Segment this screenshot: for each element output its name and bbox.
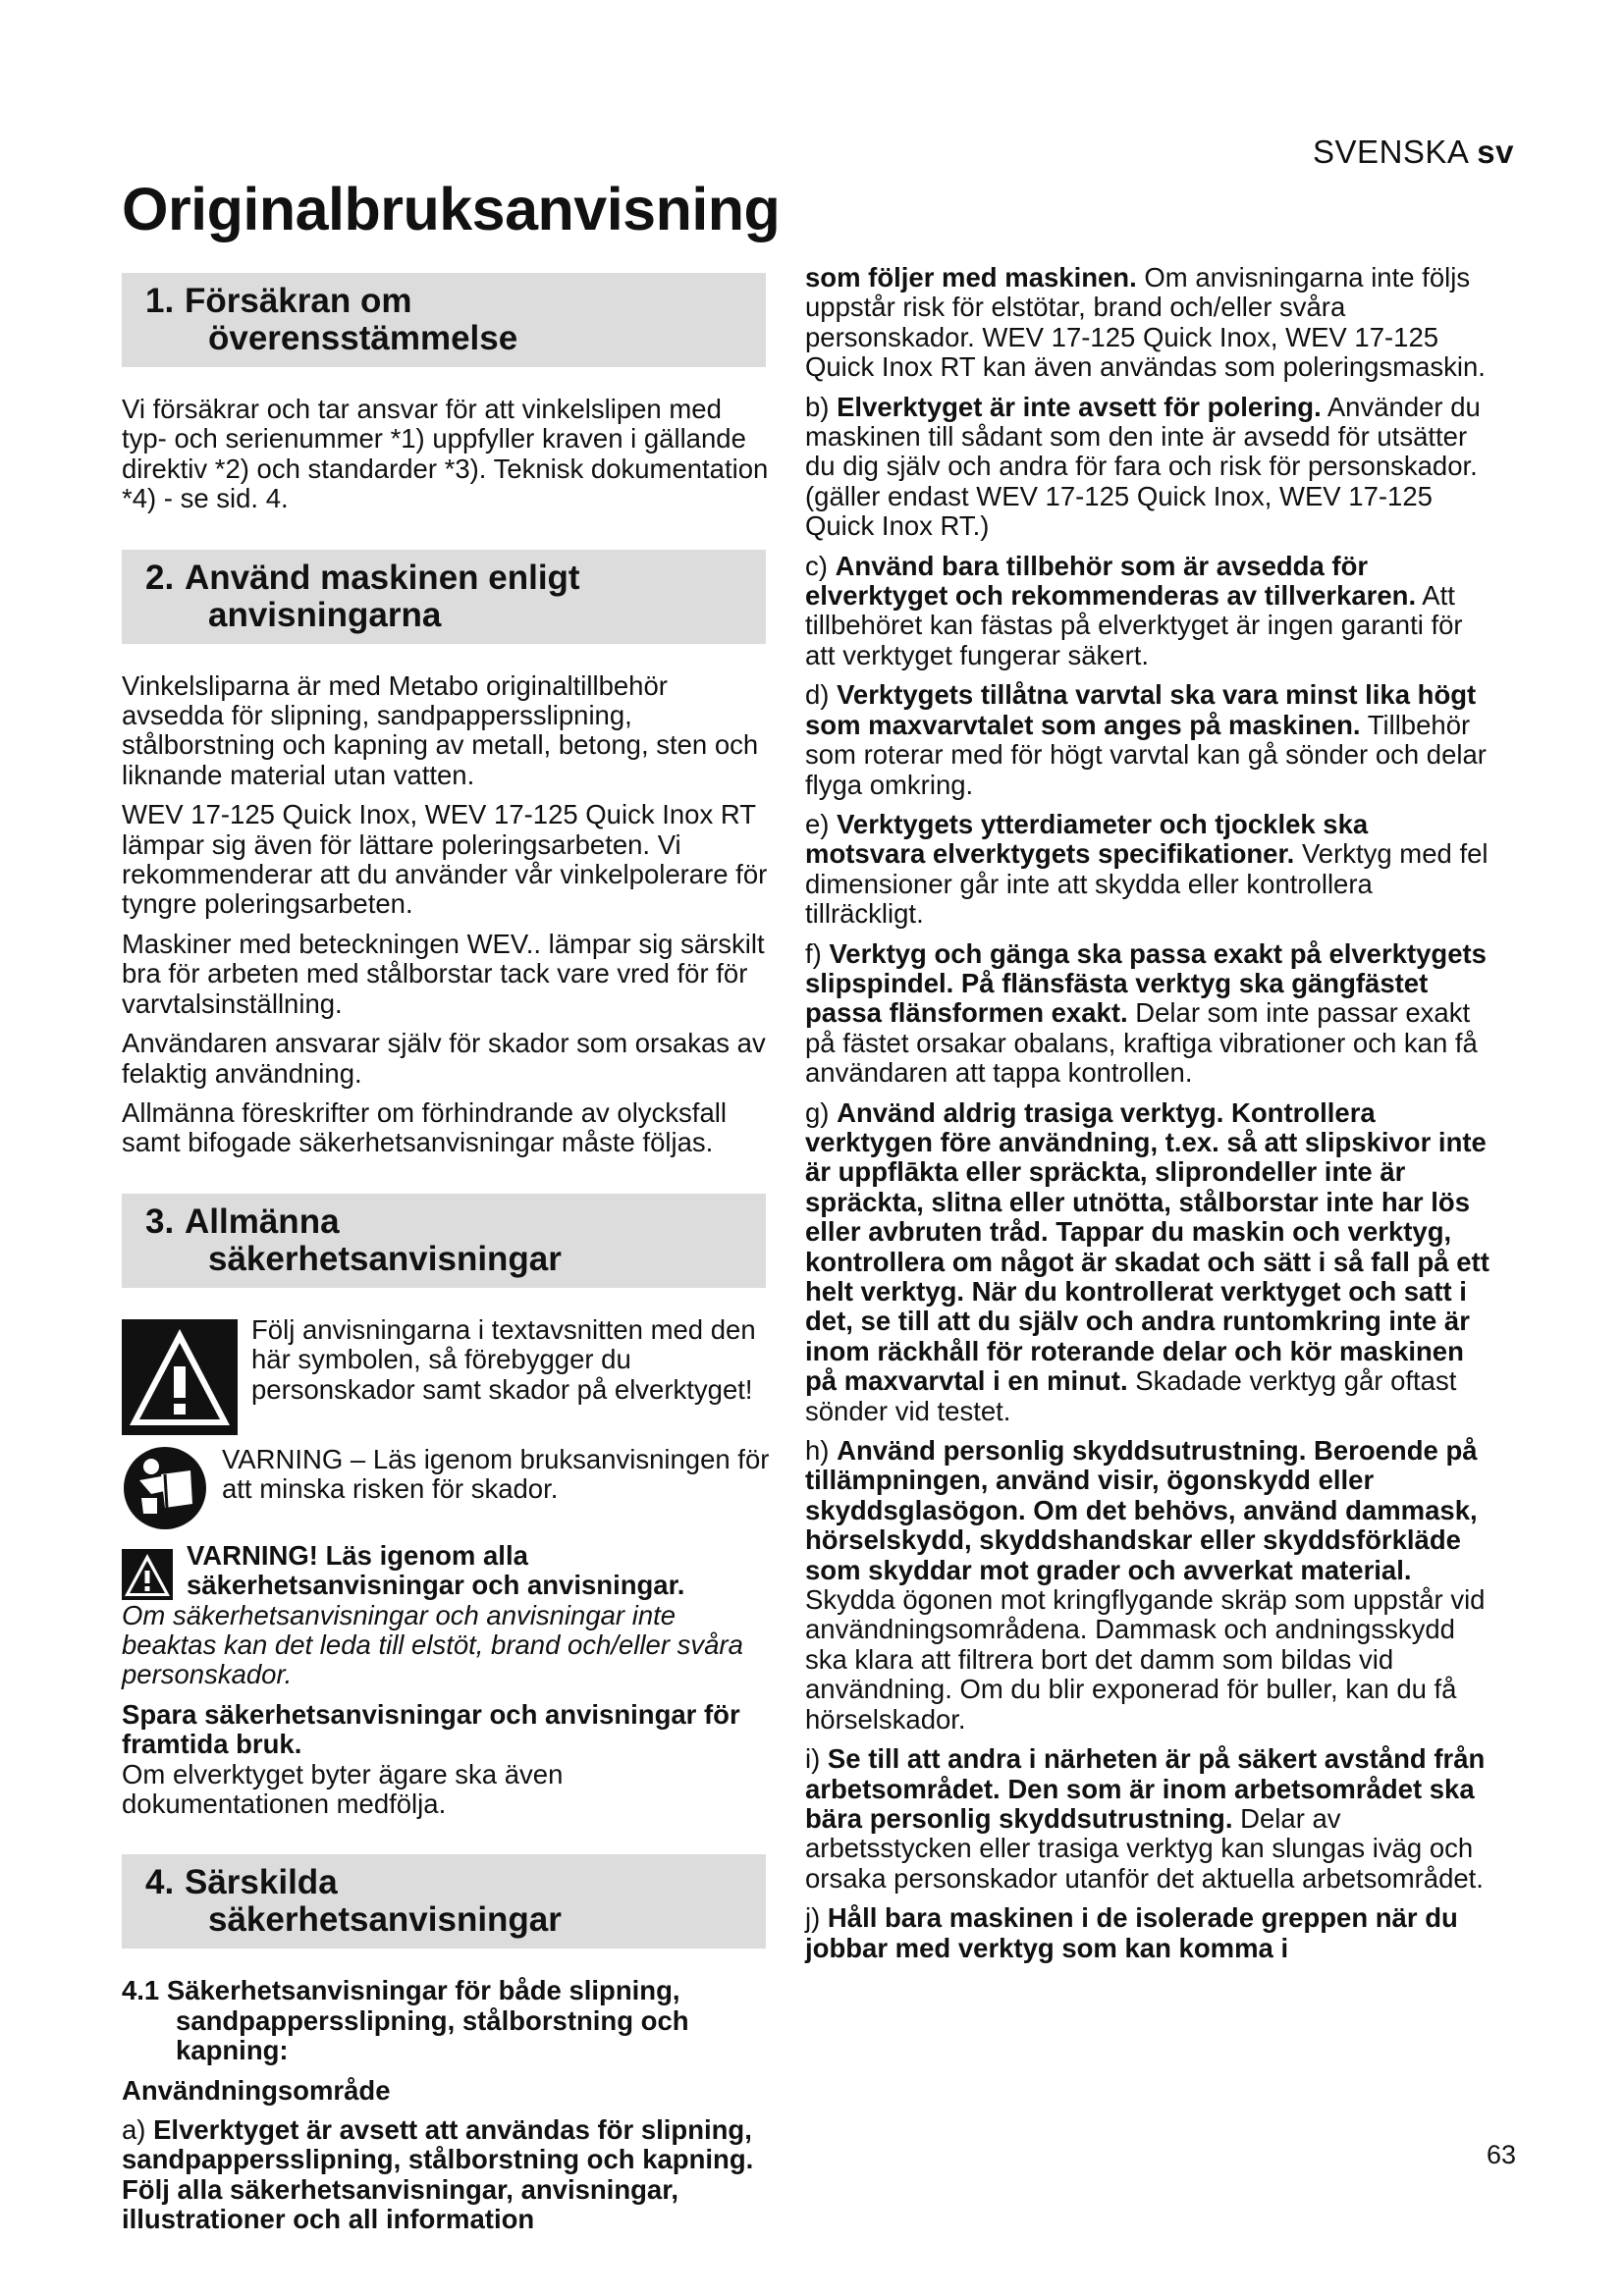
warning-symbol-text: Följ anvisningarna i textavsnitten med den här symbolen, så förebygger du personskador samt skador på elverktyget! — [251, 1313, 756, 1405]
item-h — [805, 1436, 1492, 1735]
warning-symbol-note — [122, 1315, 770, 1435]
item-text: Delar som inte passar exakt på fästet orsakar obalans, kraftiga vibrationer och kan få användaren att tappa kontrollen. — [805, 997, 1478, 1089]
item-text: Använder du maskinen till sådant som den inte är avsedd för utsätter du dig själv och andra för fara och risk för personskador. (gäller endast WEV 17-125 Quick Inox, WEV 17-125 Quick Inox RT.) — [805, 391, 1481, 542]
item-e — [805, 810, 1492, 930]
item-prefix: d) — [805, 679, 830, 711]
general-warning — [122, 1541, 770, 1601]
item-text: Om anvisningarna inte följs uppstår risk för elstötar, brand och/eller svåra personskador. WEV 17-125 Quick Inox, WEV 17-125 Quick Inox RT kan även användas som poleringsmaskin. — [805, 262, 1486, 383]
section-heading-4 — [122, 1854, 766, 1949]
item-a — [122, 2115, 770, 2235]
item-prefix: b) — [805, 391, 830, 422]
language-code: sv — [1477, 133, 1514, 170]
item-j — [805, 1903, 1492, 1963]
paragraph: Vinkelsliparna är med Metabo originaltillbehör avsedda för slipning, sandpappersslipning, stålborstning och kapning av metall, betong, sten och liknande material utan vatten. — [122, 669, 759, 790]
item-text: Tillbehör som roterar med för högt varvtal kan gå sönder och delar flyga omkring. — [805, 709, 1487, 800]
item-text: Att tillbehöret kan fästas på elverktyget är ingen garanti för att verktyget fungerar säkert. — [805, 580, 1463, 670]
item-text: Skadade verktyg går oftast sönder vid testet. — [805, 1365, 1457, 1426]
declaration-text: Vi försäkrar och tar ansvar för att vinkelslipen med typ- och serienummer *1) uppfyller kraven i gällande direktiv *2) och standarder *3). Teknisk dokumentation *4) - se sid. 4. — [122, 394, 769, 514]
item-bold-text: som följer med maskinen. — [805, 262, 1137, 293]
item-bold-text: Elverktyget är avsett att användas för slipning, sandpappersslipning, stålborstning och kapning. Följ alla säkerhetsanvisningar, anvisningar, illustrationer och all information — [122, 2114, 754, 2235]
item-f — [805, 939, 1492, 1089]
item-d — [805, 680, 1492, 800]
section-title-line2: säkerhetsanvisningar — [208, 1900, 562, 1940]
section-number: 3. — [145, 1201, 175, 1241]
section-number: 2. — [145, 558, 175, 597]
item-b — [805, 393, 1492, 542]
save-instructions-heading: Spara säkerhetsanvisningar och anvisningar för framtida bruk. — [122, 1698, 740, 1760]
paragraph: Användaren ansvarar själv för skador som orsakas av felaktig användning. — [122, 1028, 766, 1089]
item-c — [805, 552, 1492, 671]
paragraph: Allmänna föreskrifter om förhindrande av olycksfall samt bifogade säkerhetsanvisningar måste följas. — [122, 1096, 727, 1158]
item-text: Delar av arbetsstycken eller trasiga verktyg kan slungas iväg och orsaka personskador utanför det aktuella arbetsområdet. — [805, 1802, 1484, 1894]
item-prefix: e) — [805, 808, 830, 839]
item-bold-text: Elverktyget är inte avsett för polering. — [837, 391, 1322, 422]
section-title-line1: Använd maskinen enligt — [185, 558, 580, 597]
warning-italic-text: Om säkerhetsanvisningar och anvisningar inte beaktas kan det leda till elstöt, brand och/eller svåra personskador. — [122, 1599, 743, 1690]
warning-heading: VARNING! Läs igenom alla säkerhetsanvisningar och anvisningar. — [187, 1539, 685, 1601]
item-text: Verktyg med fel dimensioner går inte att skydda eller kontrollera tillräckligt. — [805, 838, 1489, 930]
item-prefix: j) — [805, 1902, 821, 1934]
item-prefix: i) — [805, 1743, 821, 1775]
small-warning-triangle-icon — [122, 1549, 173, 1600]
item-bold-text: Verktygets ytterdiameter och tjocklek ska motsvara elverktygets specifikationer. — [805, 808, 1369, 870]
item-bold-text: Verktyg och gänga ska passa exakt på elverktygets slipspindel. På flänsfästa verktyg ska gängfästet passa flänsformen exakt. — [805, 937, 1487, 1029]
section-number: 1. — [145, 282, 175, 320]
item-bold-text: Använd personlig skyddsutrustning. Beroende på tillämpningen, använd visir, ögonskydd eller skyddsglasögon. Om det behövs, använd dammask, hörselskydd, skyddshandskar eller skyddsförkläde som skyddar mot grader och avverkat material. — [805, 1435, 1478, 1585]
item-bold-text: Använd bara tillbehör som är avsedda för elverktyget och rekommenderas av tillverkaren. — [805, 550, 1417, 612]
item-i — [805, 1744, 1492, 1894]
item-a-continued — [805, 263, 1492, 383]
section-heading-2 — [122, 550, 766, 644]
subsection-heading: 4.1 Säkerhetsanvisningar för både slipning, sandpappersslipning, stålborstning och kapning: — [122, 1975, 689, 2066]
page-title: Originalbruksanvisning — [122, 176, 781, 242]
item-prefix: f) — [805, 937, 822, 969]
section-title-line2: anvisningarna — [208, 595, 442, 634]
right-column — [805, 263, 1492, 1973]
item-bold-text: Håll bara maskinen i de isolerade greppen när du jobbar med verktyg som kan komma i — [805, 1902, 1458, 1963]
section-number: 4. — [145, 1863, 175, 1902]
item-prefix: h) — [805, 1435, 830, 1467]
warning-triangle-icon — [122, 1319, 238, 1435]
item-bold-text: Använd aldrig trasiga verktyg. Kontrollera verktygen före användning, t.ex. så att slipskivor inte är uppflākta eller spräckta, sliprondeller inte är spräckta, slitna eller utnötta, stålborstar inte har lös eller avbruten tråd. Tappar du maskin och verktyg, kontrollera om något är skadat och sätt i så fall på ett helt verktyg. När du kontrollerat verktyget och satt i det, se till att du själv och andra runtomkring inte är inom räckhåll för roterande delar och kör maskinen på maxvarvtal i en minut. — [805, 1096, 1489, 1397]
section-title-line1: Allmänna — [185, 1201, 340, 1241]
paragraph: Maskiner med beteckningen WEV.. lämpar sig särskilt bra för arbeten med stålborstar tack vare vred för för varvtalsinställning. — [122, 928, 765, 1019]
paragraph: WEV 17-125 Quick Inox, WEV 17-125 Quick Inox RT lämpar sig även för lättare poleringsarbeten. Vi rekommenderar att du använder vår vinkelpolerare för tyngre poleringsarbeten. — [122, 799, 768, 920]
section-title-line2: överensstämmelse — [208, 319, 518, 357]
read-manual-note — [122, 1445, 770, 1531]
language-name: SVENSKA — [1313, 133, 1468, 170]
section-title-line1: Särskilda — [185, 1863, 338, 1902]
left-column — [122, 265, 770, 2245]
read-manual-icon — [122, 1445, 208, 1531]
item-text: Skydda ögonen mot kringflygande skräp som uppstår vid användningsområdena. Dammask och andningsskydd ska klara att filtrera bort det damm som bildas vid användning. Om du blir exponerad för buller, kan du få hörselskador. — [805, 1584, 1486, 1735]
section-title-line1: Försäkran om — [185, 282, 412, 320]
item-bold-text: Verktygets tillåtna varvtal ska vara minst lika högt som maxvarvtalet som anges på maskinen. — [805, 679, 1477, 740]
item-bold-text: Se till att andra i närheten är på säkert avstånd från arbetsområdet. Den som är inom arbetsområdet ska bära personlig skyddsutrustning. — [805, 1743, 1486, 1834]
language-label — [1313, 133, 1514, 171]
item-prefix: c) — [805, 550, 828, 581]
save-instructions-text: Om elverktyget byter ägare ska även dokumentationen medfölja. — [122, 1758, 564, 1819]
read-manual-text: VARNING – Läs igenom bruksanvisningen för att minska risken för skador. — [222, 1443, 770, 1505]
usage-area-heading: Användningsområde — [122, 2074, 391, 2106]
section-heading-3 — [122, 1194, 766, 1288]
section-title-line2: säkerhetsanvisningar — [208, 1239, 562, 1278]
item-prefix: g) — [805, 1096, 830, 1128]
section-heading-1 — [122, 273, 766, 367]
page-number: 63 — [1487, 2140, 1517, 2169]
item-prefix: a) — [122, 2114, 146, 2145]
item-g — [805, 1098, 1492, 1426]
